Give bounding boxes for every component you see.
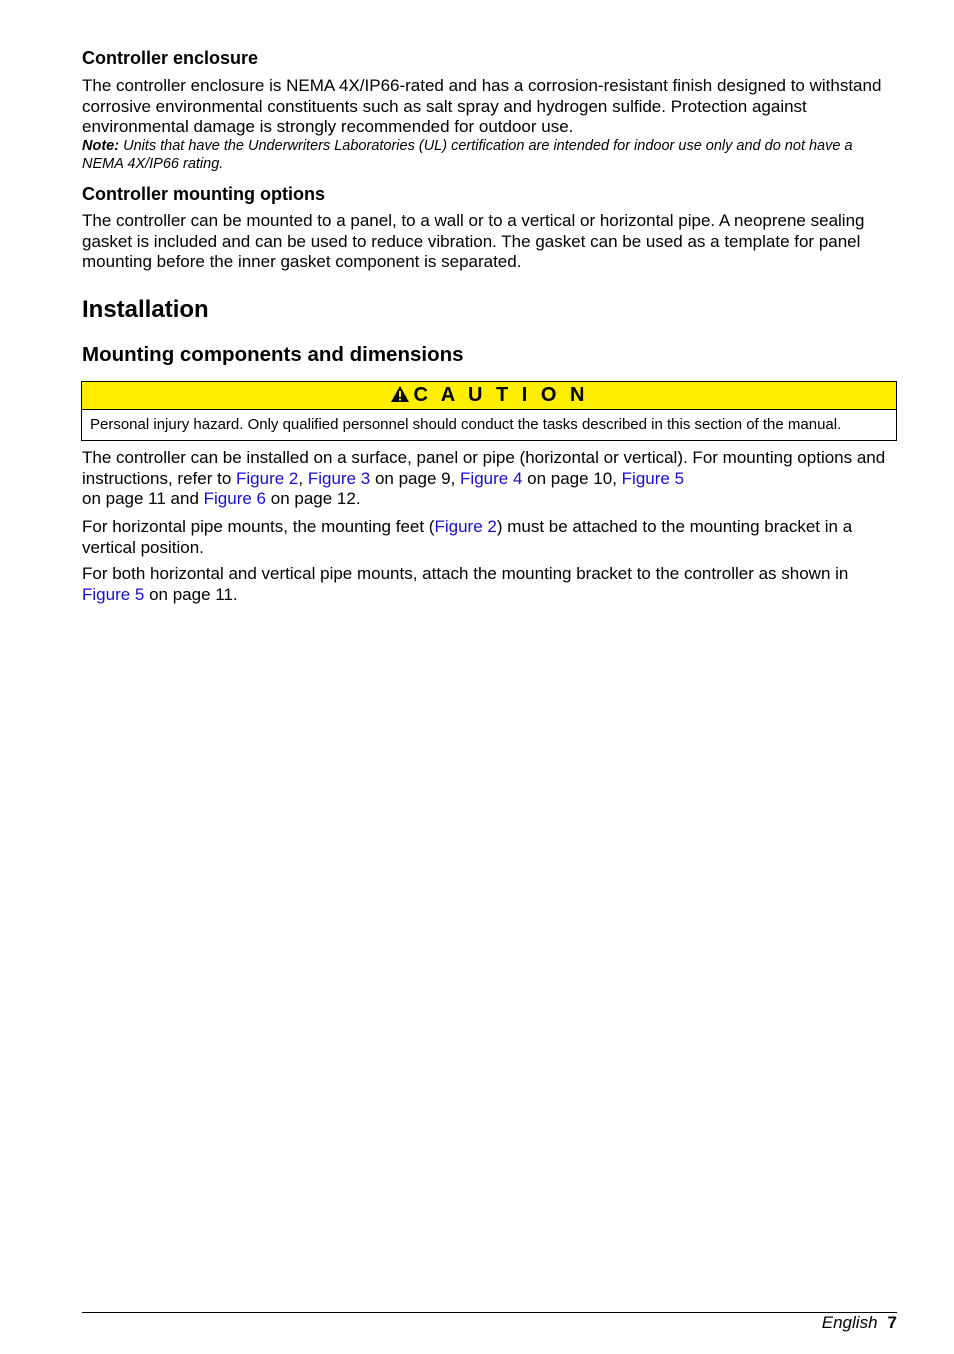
warning-triangle-icon (390, 385, 410, 403)
note-text: Units that have the Underwriters Laboratories (UL) certification are intended for indoor use only and do not have a NEMA 4X/IP66 rating. (82, 138, 853, 172)
caution-header (82, 382, 896, 410)
text-span: on page 11. (144, 584, 238, 604)
figure-6-link[interactable]: Figure 6 (203, 489, 267, 508)
note-label: Note: (82, 138, 120, 154)
page-number: 7 (887, 1313, 897, 1332)
installation-heading: Installation (82, 296, 209, 323)
figure-5-link[interactable]: Figure 5 (621, 468, 685, 488)
text-span: For both horizontal and vertical pipe mounts, attach the mounting bracket to the controller as shown in (82, 564, 849, 583)
caution-box (81, 381, 897, 441)
installation-paragraph-2 (82, 517, 897, 558)
figure-2-link[interactable]: Figure 2 (236, 468, 299, 488)
note-paragraph (82, 137, 897, 173)
footer-language: English (821, 1313, 878, 1332)
caution-title: C A U T I O N (413, 384, 589, 406)
figure-2-link[interactable]: Figure 2 (434, 517, 497, 536)
text-span: ) must be attached to the mounting bracket in a vertical position. (82, 517, 853, 557)
text-span: For horizontal pipe mounts, the mounting feet ( (82, 517, 435, 536)
figure-5-link[interactable]: Figure 5 (82, 584, 145, 604)
figure-4-link[interactable]: Figure 4 (460, 468, 523, 488)
mounting-options-paragraph: The controller can be mounted to a panel, to a wall or to a vertical or horizontal pipe. A neoprene sealing gasket is included and can be used to reduce vibration. The gasket can be used as a template for panel mounting before the inner gasket component is separated. (82, 211, 865, 271)
installation-paragraph-3 (82, 564, 897, 605)
enclosure-heading: Controller enclosure (82, 48, 259, 68)
mounting-options-heading: Controller mounting options (82, 184, 325, 204)
text-span: on page 12. (266, 489, 361, 508)
text-span: on page 11 and (82, 489, 204, 508)
figure-3-link[interactable]: Figure 3 (307, 468, 371, 488)
text-span: The controller can be installed on a surface, panel or pipe (horizontal or vertical). For mounting options and instructions, refer to (82, 448, 886, 488)
mounting-components-heading: Mounting components and dimensions (82, 343, 464, 366)
text-span: on page 9, (370, 468, 461, 488)
footer-rule (82, 1312, 897, 1313)
installation-paragraph-1 (82, 448, 897, 510)
page-footer (822, 1313, 897, 1333)
caution-text: Personal injury hazard. Only qualified personnel should conduct the tasks described in this section of the manual. (90, 416, 842, 433)
text-span: , (298, 468, 308, 488)
enclosure-paragraph: The controller enclosure is NEMA 4X/IP66-rated and has a corrosion-resistant finish designed to withstand corrosive environmental constituents such as salt spray and hydrogen sulfide. Protection against environmental damage is strongly recommended for outdoor use. (82, 76, 882, 136)
text-span: on page 10, (522, 468, 622, 488)
